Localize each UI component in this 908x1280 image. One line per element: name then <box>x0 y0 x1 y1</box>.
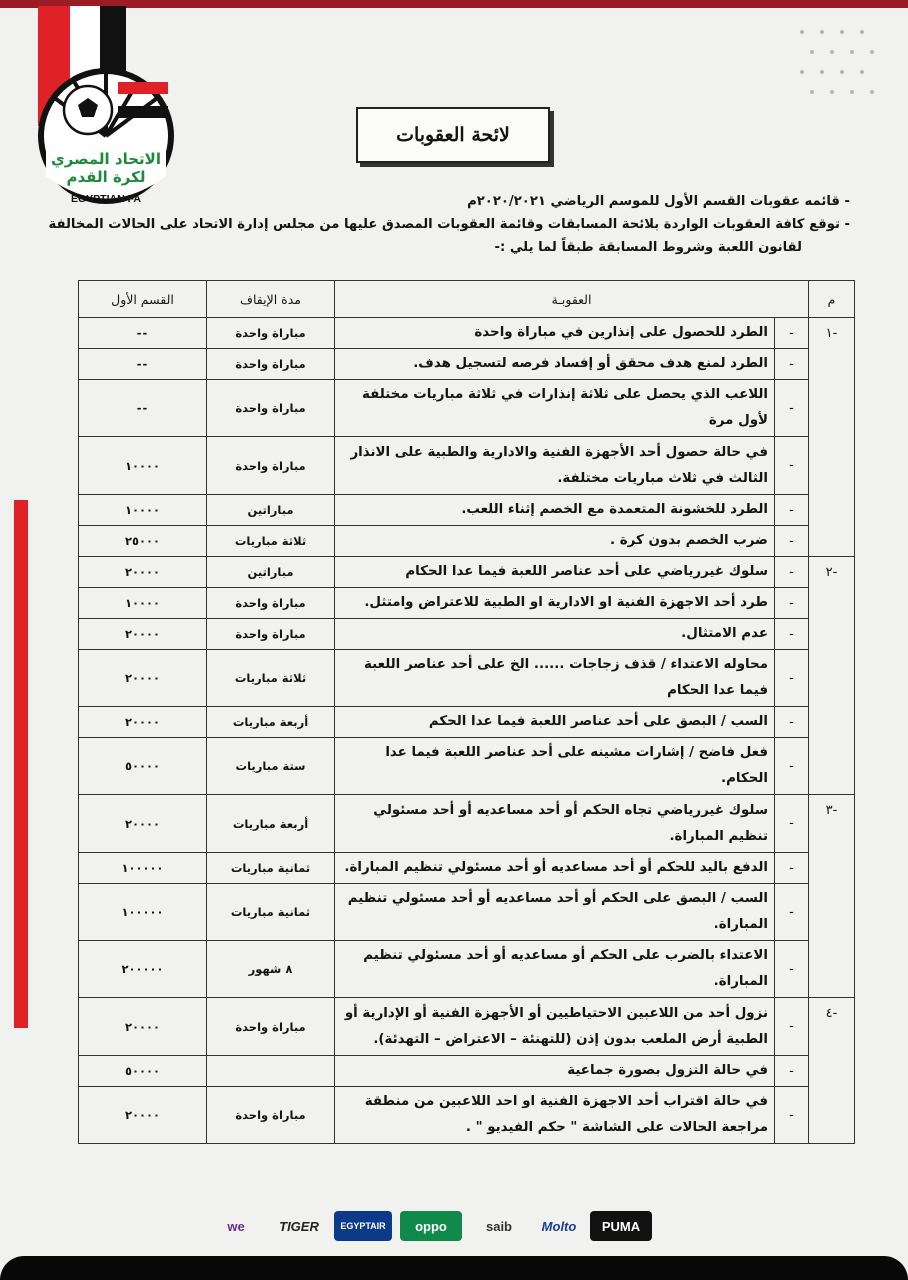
row-dash: - <box>775 619 809 650</box>
page-title: لائحة العقوبات <box>356 107 550 163</box>
suspension-duration: مباراتين <box>207 495 335 526</box>
suspension-duration: ستة مباريات <box>207 738 335 795</box>
row-dash: - <box>775 707 809 738</box>
penalty-description: الاعتداء بالضرب على الحكم أو مساعديه أو أحد مسئولي تنظيم المباراة. <box>335 941 775 998</box>
fine-amount: ١٠٠٠٠٠ <box>79 884 207 941</box>
sponsor-logo: Molto <box>541 1218 577 1234</box>
table-row <box>79 349 855 380</box>
row-dash: - <box>775 380 809 437</box>
table-row <box>79 1087 855 1144</box>
suspension-duration: مباراة واحدة <box>207 998 335 1056</box>
row-number: -١ <box>809 318 855 557</box>
table-row <box>79 1056 855 1087</box>
sponsor-logo: saib <box>485 1218 512 1234</box>
suspension-duration: أربعة مباريات <box>207 707 335 738</box>
table-row <box>79 495 855 526</box>
fine-amount: ٢٠٠٠٠ <box>79 650 207 707</box>
decorative-dots <box>792 22 882 142</box>
intro-line-1: - قائمه عقوبات القسم الأول للموسم الرياضي ٢٠٢٠/٢٠٢١م <box>467 194 850 209</box>
penalty-description: اللاعب الذي يحصل على ثلاثة إنذارات في ثلاثة مباريات مختلفة لأول مرة <box>335 380 775 437</box>
row-dash: - <box>775 1056 809 1087</box>
sponsor-logo: EGYPTAIR <box>334 1211 392 1241</box>
row-dash: - <box>775 650 809 707</box>
logo-text-en: EGYPTIAN FA <box>70 193 142 205</box>
intro-line-2: - توقع كافة العقوبات الواردة بلائحة المسابقات وقائمة العقوبات المصدق عليها من مجلس إدارة الاتحاد على الحالات المخالفة <box>48 217 850 232</box>
row-dash: - <box>775 318 809 349</box>
penalty-description: الطرد للخشونة المتعمدة مع الخصم إثناء اللعب. <box>335 495 775 526</box>
header-division: القسم الأول <box>79 281 207 318</box>
fine-amount: ٥٠٠٠٠ <box>79 1056 207 1087</box>
row-number: -٣ <box>809 795 855 998</box>
fine-amount: ٥٠٠٠٠ <box>79 738 207 795</box>
side-red-bar <box>14 500 28 1028</box>
row-dash: - <box>775 437 809 495</box>
sponsors-strip <box>208 1208 678 1244</box>
fine-amount: -- <box>79 318 207 349</box>
penalty-description: محاوله الاعتداء / قذف زجاجات ...... الخ على أحد عناصر اللعبة فيما عدا الحكام <box>335 650 775 707</box>
fine-amount: -- <box>79 380 207 437</box>
table-header-row <box>79 281 855 318</box>
suspension-duration: ثلاثة مباريات <box>207 526 335 557</box>
row-dash: - <box>775 853 809 884</box>
suspension-duration: مباراة واحدة <box>207 1087 335 1144</box>
table-row <box>79 998 855 1056</box>
intro-line-3: لقانون اللعبة وشروط المسابقة طبقاً لما يلي :- <box>494 240 802 255</box>
penalty-description: في حالة النزول بصورة جماعية <box>335 1056 775 1087</box>
row-dash: - <box>775 349 809 380</box>
table-row <box>79 318 855 349</box>
row-dash: - <box>775 998 809 1056</box>
row-dash: - <box>775 588 809 619</box>
penalty-description: الطرد لمنع هدف محقق أو إفساد فرصه لتسجيل هدف. <box>335 349 775 380</box>
suspension-duration: مباراة واحدة <box>207 380 335 437</box>
suspension-duration: ثلاثة مباريات <box>207 650 335 707</box>
suspension-duration: مباراة واحدة <box>207 349 335 380</box>
penalty-description: نزول أحد من اللاعبين الاحتياطيين أو الأجهزة الفنية أو الإدارية أو الطبية أرض الملعب بدون إذن (للتهنئة – الاعتراض – التهدئة). <box>335 998 775 1056</box>
header-num: م <box>809 281 855 318</box>
table-row <box>79 795 855 853</box>
penalty-description: في حالة حصول أحد الأجهزة الفنية والادارية والطبية على الانذار الثالث في ثلاث مباريات مختلفة. <box>335 437 775 495</box>
fine-amount: ٢٥٠٠٠ <box>79 526 207 557</box>
fine-amount: ٢٠٠٠٠ <box>79 998 207 1056</box>
table-row <box>79 650 855 707</box>
penalty-description: فعل فاضح / إشارات مشينه على أحد عناصر اللعبة فيما عدا الحكام. <box>335 738 775 795</box>
table-row <box>79 619 855 650</box>
table-row <box>79 707 855 738</box>
penalty-description: الدفع باليد للحكم أو أحد مساعديه أو أحد مسئولي تنظيم المباراة. <box>335 853 775 884</box>
penalty-description: السب / البصق على أحد عناصر اللعبة فيما عدا الحكم <box>335 707 775 738</box>
sponsor-logo: PUMA <box>590 1211 652 1241</box>
table-row <box>79 884 855 941</box>
header-penalty: العقوبـة <box>335 281 809 318</box>
penalty-description: عدم الامتثال. <box>335 619 775 650</box>
suspension-duration: ثمانية مباريات <box>207 884 335 941</box>
fine-amount: ١٠٠٠٠٠ <box>79 853 207 884</box>
suspension-duration: ثمانية مباريات <box>207 853 335 884</box>
table-row <box>79 941 855 998</box>
table-row <box>79 557 855 588</box>
table-row <box>79 738 855 795</box>
suspension-duration <box>207 1056 335 1087</box>
penalty-description: في حالة اقتراب أحد الاجهزة الفنية او احد اللاعبين من منطقة مراجعة الحالات على الشاشة " حكم الفيديو " . <box>335 1087 775 1144</box>
logo-text-ar-1: الاتحاد المصري <box>51 150 161 168</box>
penalty-description: الطرد للحصول على إنذارين في مباراة واحدة <box>335 318 775 349</box>
suspension-duration: ٨ شهور <box>207 941 335 998</box>
table-row <box>79 526 855 557</box>
fine-amount: ٢٠٠٠٠ <box>79 795 207 853</box>
egyptian-fa-logo <box>32 6 180 216</box>
table-row <box>79 380 855 437</box>
penalty-description: سلوك غيررياضي تجاه الحكم أو أحد مساعديه أو أحد مسئولي تنظيم المباراة. <box>335 795 775 853</box>
penalty-description: السب / البصق على الحكم أو أحد مساعديه أو أحد مسئولي تنظيم المباراة. <box>335 884 775 941</box>
row-dash: - <box>775 1087 809 1144</box>
row-dash: - <box>775 941 809 998</box>
sponsor-logo: oppo <box>400 1211 462 1241</box>
row-dash: - <box>775 884 809 941</box>
fine-amount: ٢٠٠٠٠ <box>79 707 207 738</box>
intro-text <box>48 190 850 259</box>
row-dash: - <box>775 738 809 795</box>
row-dash: - <box>775 526 809 557</box>
row-dash: - <box>775 795 809 853</box>
header-duration: مدة الإيقاف <box>207 281 335 318</box>
row-number: -٢ <box>809 557 855 795</box>
fine-amount: ٢٠٠٠٠ <box>79 1087 207 1144</box>
fine-amount: ٢٠٠٠٠ <box>79 619 207 650</box>
table-row <box>79 588 855 619</box>
table-row <box>79 853 855 884</box>
penalty-description: طرد أحد الاجهزة الفنية او الادارية او الطبية للاعتراض وامتثل. <box>335 588 775 619</box>
suspension-duration: مباراتين <box>207 557 335 588</box>
fine-amount: ١٠٠٠٠ <box>79 437 207 495</box>
table-row <box>79 437 855 495</box>
row-dash: - <box>775 495 809 526</box>
sponsor-logo: TIGER <box>279 1218 319 1234</box>
suspension-duration: مباراة واحدة <box>207 318 335 349</box>
suspension-duration: مباراة واحدة <box>207 588 335 619</box>
row-number: -٤ <box>809 998 855 1144</box>
fine-amount: ٢٠٠٠٠٠ <box>79 941 207 998</box>
fine-amount: ٢٠٠٠٠ <box>79 557 207 588</box>
penalties-table <box>78 280 855 1144</box>
logo-text-ar-2: لكرة القدم <box>66 168 146 186</box>
suspension-duration: أربعة مباريات <box>207 795 335 853</box>
suspension-duration: مباراة واحدة <box>207 437 335 495</box>
penalty-description: ضرب الخصم بدون كرة . <box>335 526 775 557</box>
fine-amount: ١٠٠٠٠ <box>79 495 207 526</box>
bottom-dark-bar <box>0 1256 908 1280</box>
penalty-description: سلوك غيررياضي على أحد عناصر اللعبة فيما عدا الحكام <box>335 557 775 588</box>
row-dash: - <box>775 557 809 588</box>
fine-amount: ١٠٠٠٠ <box>79 588 207 619</box>
sponsor-logo: we <box>227 1218 245 1234</box>
fine-amount: -- <box>79 349 207 380</box>
suspension-duration: مباراة واحدة <box>207 619 335 650</box>
